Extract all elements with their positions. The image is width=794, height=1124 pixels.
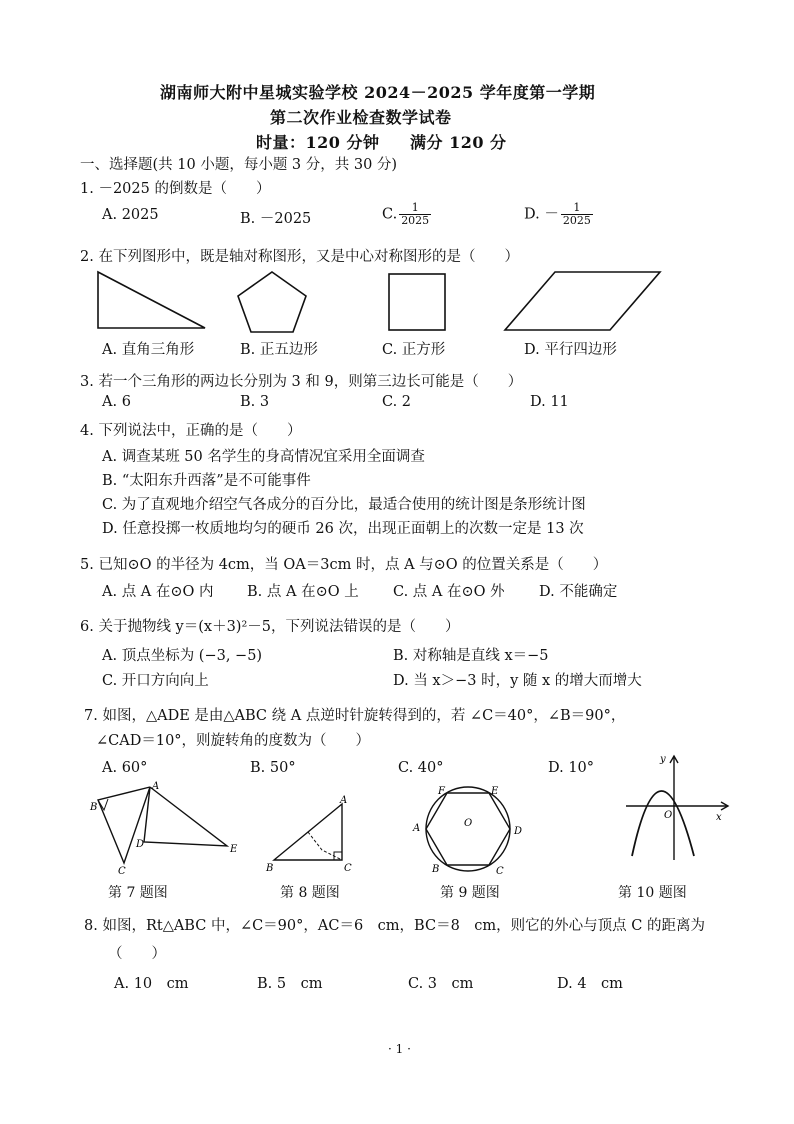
q1-option-a: A. 2025 (102, 207, 159, 223)
q8-stem-line2: （ ） (108, 946, 166, 962)
q7-option-c: C. 40° (398, 760, 444, 776)
q8-stem-line1: 8. 如图，Rt△ABC 中，∠C＝90°，AC＝6 cm，BC＝8 cm，则它的外心与顶点 C 的距离为 (84, 918, 705, 934)
q2-option-a: A. 直角三角形 (102, 342, 195, 358)
q3-option-c: C. 2 (382, 394, 412, 410)
q3-option-b: B. 3 (240, 394, 270, 410)
svg-text:A: A (152, 781, 160, 792)
figure-8-caption: 第 8 题图 (280, 885, 340, 901)
figure-9 (408, 784, 528, 882)
svg-text:A: A (413, 823, 421, 834)
svg-text:B: B (90, 802, 98, 813)
school-title: 湖南师大附中星城实验学校 2024－2025 学年度第一学期 (160, 83, 596, 102)
q5-option-c: C. 点 A 在⊙O 外 (393, 584, 505, 600)
right-triangle-shape (98, 272, 205, 328)
svg-text:C: C (496, 866, 504, 877)
q8-option-d: D. 4 cm (557, 976, 623, 992)
svg-text:F: F (438, 786, 445, 797)
figure-10-caption: 第 10 题图 (618, 885, 687, 901)
parallelogram-shape (505, 272, 660, 330)
svg-text:O: O (464, 818, 473, 829)
q4-option-d: D. 任意投掷一枚质地均匀的硬币 26 次，出现正面朝上的次数一定是 13 次 (102, 521, 584, 537)
square-shape (389, 274, 445, 330)
svg-text:O: O (664, 810, 673, 821)
section-heading: 一、选择题(共 10 小题，每小题 3 分，共 30 分) (80, 157, 398, 173)
q1-stem: 1. －2025 的倒数是（ ） (80, 181, 271, 197)
q6-option-c: C. 开口方向向上 (102, 673, 209, 689)
svg-text:A: A (340, 795, 348, 806)
q6-option-d: D. 当 x＞−3 时，y 随 x 的增大而增大 (393, 673, 642, 689)
q7-option-b: B. 50° (250, 760, 296, 776)
svg-text:C: C (344, 863, 352, 874)
q7-stem-line2: ∠CAD＝10°，则旋转角的度数为（ ） (96, 733, 371, 749)
svg-text:D: D (514, 826, 523, 837)
exam-score: 满分 120 分 (410, 133, 507, 152)
figure-7 (82, 778, 242, 878)
figure-9-caption: 第 9 题图 (440, 885, 500, 901)
svg-text:C: C (118, 866, 126, 877)
q3-option-d: D. 11 (530, 394, 569, 410)
q2-shapes (95, 268, 695, 338)
svg-text:x: x (716, 812, 722, 823)
q8-option-a: A. 10 cm (114, 976, 189, 992)
q7-stem-line1: 7. 如图，△ADE 是由△ABC 绕 A 点逆时针旋转得到的，若 ∠C＝40°，∠B＝90°， (84, 708, 626, 724)
q8-option-c: C. 3 cm (408, 976, 474, 992)
q2-option-c: C. 正方形 (382, 342, 446, 358)
svg-text:B: B (266, 863, 274, 874)
q6-option-b: B. 对称轴是直线 x＝−5 (393, 648, 549, 664)
figure-7-caption: 第 7 题图 (108, 885, 168, 901)
figure-8 (262, 795, 372, 875)
q4-option-c: C. 为了直观地介绍空气各成分的百分比，最适合使用的统计图是条形统计图 (102, 497, 586, 513)
q2-option-d: D. 平行四边形 (524, 342, 617, 358)
regular-pentagon-shape (238, 272, 306, 332)
svg-text:y: y (660, 754, 666, 765)
q6-option-a: A. 顶点坐标为 (−3, −5) (102, 648, 263, 664)
exam-time: 时量：120 分钟 (256, 133, 380, 152)
q2-option-b: B. 正五边形 (240, 342, 318, 358)
q3-stem: 3. 若一个三角形的两边长分别为 3 和 9，则第三边长可能是（ ） (80, 374, 523, 390)
svg-text:E: E (491, 786, 499, 797)
q5-option-b: B. 点 A 在⊙O 上 (247, 584, 359, 600)
q5-stem: 5. 已知⊙O 的半径为 4cm，当 OA＝3cm 时，点 A 与⊙O 的位置关系是（ ） (80, 557, 608, 573)
page-number: · 1 · (388, 1042, 411, 1056)
q2-stem: 2. 在下列图形中，既是轴对称图形，又是中心对称图形的是（ ） (80, 249, 519, 265)
svg-text:B: B (432, 864, 440, 875)
q4-option-a: A. 调查某班 50 名学生的身高情况宜采用全面调查 (102, 449, 425, 465)
svg-text:E: E (230, 844, 238, 855)
figure-10 (620, 752, 740, 864)
q7-option-a: A. 60° (102, 760, 148, 776)
q5-option-a: A. 点 A 在⊙O 内 (102, 584, 214, 600)
svg-text:D: D (136, 839, 145, 850)
exam-title: 第二次作业检查数学试卷 (270, 108, 452, 127)
q3-option-a: A. 6 (102, 394, 131, 410)
q1-option-b: B. －2025 (240, 211, 312, 227)
q4-option-b: B. “太阳东升西落”是不可能事件 (102, 473, 311, 489)
q4-stem: 4. 下列说法中，正确的是（ ） (80, 423, 302, 439)
q5-option-d: D. 不能确定 (539, 584, 618, 600)
q6-stem: 6. 关于抛物线 y＝(x＋3)²－5，下列说法错误的是（ ） (80, 619, 460, 635)
q1-option-c: C. $\frac{1}{2025}$ (382, 201, 430, 227)
q8-option-b: B. 5 cm (257, 976, 323, 992)
q1-option-d: D. － $\frac{1}{2025}$ (524, 201, 591, 227)
q7-option-d: D. 10° (548, 760, 595, 776)
